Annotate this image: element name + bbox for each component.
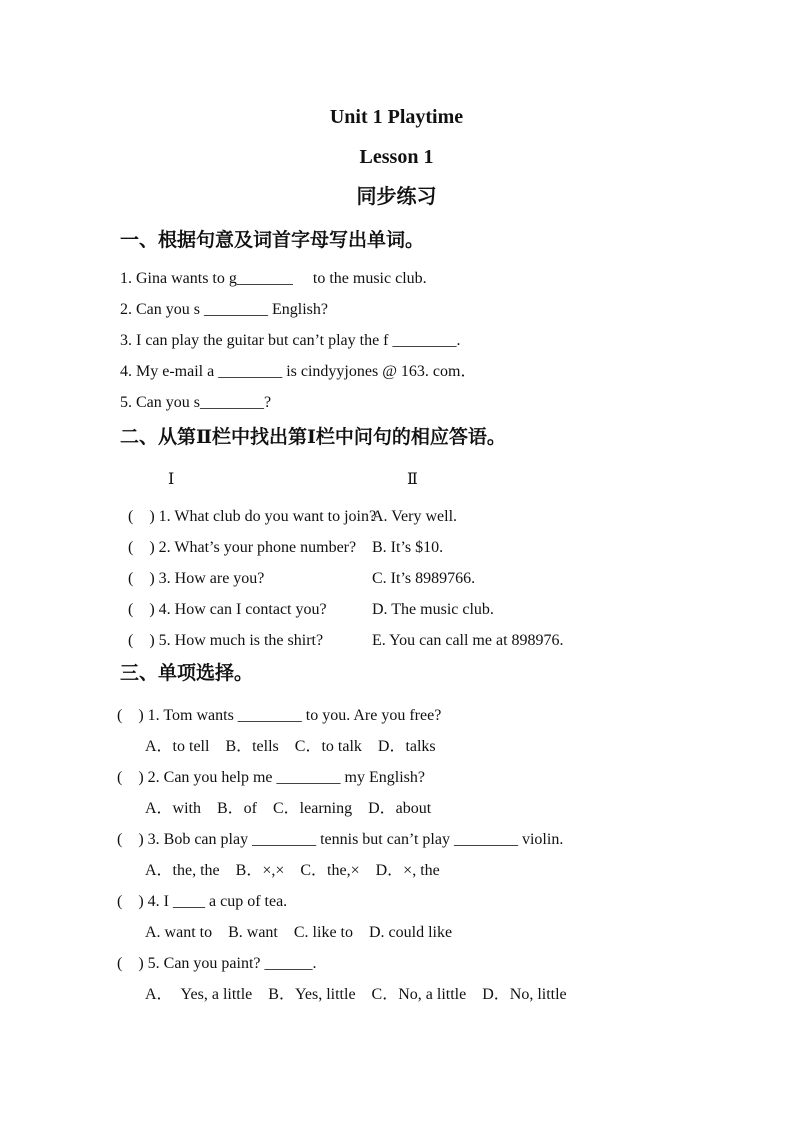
mc-options: A. want to B. want C. like to D. could like [145,924,453,941]
matching-question: ( ) 3. How are you? [128,570,265,587]
column2-header: Ⅱ [407,471,418,488]
section1-heading: 一、根据句意及词首字母写出单词。 [120,230,425,251]
fill-blank-item: 1. Gina wants to g_______ to the music club. [120,270,427,287]
fill-blank-item: 4. My e-mail a ________ is cindyyjones @ 163. com． [120,363,477,380]
matching-answer: D. The music club. [372,601,494,618]
mc-question: ( ) 4. I ____ a cup of tea. [117,893,288,910]
fill-blank-item: 3. I can play the guitar but can’t play the f ________. [120,332,461,349]
column1-header: Ⅰ [168,471,175,488]
mc-options: A． Yes, a little B．Yes, little C．No, a little D．No, little [145,986,567,1003]
section2-heading: 二、从第Ⅱ栏中找出第Ⅰ栏中问句的相应答语。 [120,427,506,448]
mc-question: ( ) 2. Can you help me ________ my English? [117,769,425,786]
lesson-title: Lesson 1 [359,146,434,168]
matching-list [0,501,793,656]
fill-blank-item: 5. Can you s________? [120,394,272,411]
matching-row [0,594,793,625]
matching-question: ( ) 2. What’s your phone number? [128,539,357,556]
unit-title: Unit 1 Playtime [329,106,464,128]
matching-question: ( ) 1. What club do you want to join? [128,508,377,525]
section3-heading: 三、单项选择。 [120,663,254,684]
matching-row [0,563,793,594]
matching-column-headers [0,464,793,495]
mc-question: ( ) 5. Can you paint? ______. [117,955,317,972]
section1-item-list [0,263,793,418]
matching-row [0,532,793,563]
fill-blank-item: 2. Can you s ________ English? [120,301,328,318]
matching-answer: E. You can call me at 898976. [372,632,564,649]
matching-answer: A. Very well. [372,508,458,525]
mc-question: ( ) 1. Tom wants ________ to you. Are you free? [117,707,442,724]
matching-answer: B. It’s $10. [372,539,444,556]
mc-question: ( ) 3. Bob can play ________ tennis but can’t play ________ violin. [117,831,564,848]
subtitle-practice: 同步练习 [356,186,437,208]
multiple-choice-list [0,700,793,1010]
mc-options: A．the, the B．×,× C．the,× D．×, the [145,862,440,879]
mc-options: A．to tell B．tells C．to talk D．talks [145,738,436,755]
matching-question: ( ) 4. How can I contact you? [128,601,327,618]
matching-row [0,625,793,656]
matching-answer: C. It’s 8989766. [372,570,476,587]
mc-options: A．with B．of C．learning D．about [145,800,432,817]
matching-row [0,501,793,532]
matching-question: ( ) 5. How much is the shirt? [128,632,324,649]
